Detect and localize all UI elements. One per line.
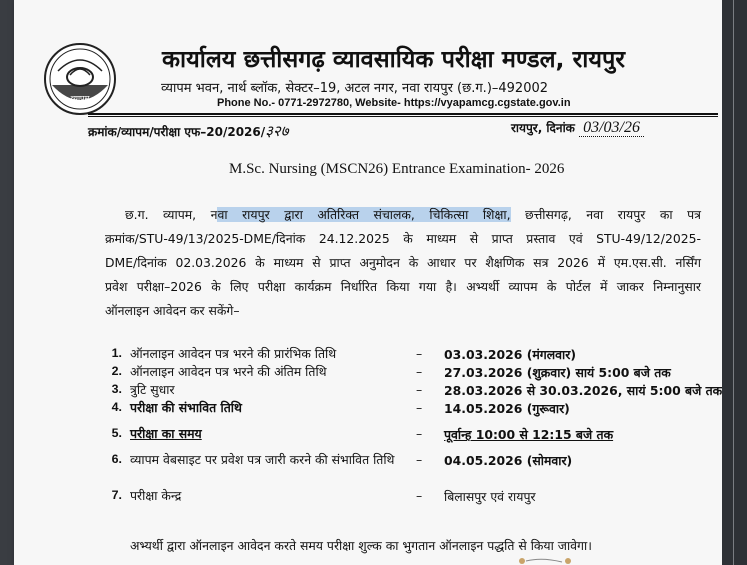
- vyapam-seal-logo-icon: [42, 41, 118, 117]
- organization-name: कार्यालय छत्तीसगढ़ व्यावसायिक परीक्षा मण्डल, रायपुर: [162, 45, 625, 73]
- handwritten-date: 03/03/26: [579, 119, 644, 137]
- reference-number: क्रमांक/व्यापम/परीक्षा एफ–20/2026/३२७: [88, 124, 289, 140]
- exam-title: M.Sc. Nursing (MSCN26) Entrance Examination- 2026: [229, 161, 565, 177]
- header-rule-thick: [88, 113, 718, 115]
- footer-note: अभ्यर्थी द्वारा ऑनलाइन आवेदन करते समय परीक्षा शुल्क का भुगतान ऑनलाइन पद्धति से किया जावेगा।: [130, 538, 592, 553]
- paragraph-line: प्रवेश परीक्षा–2026 के लिए परीक्षा कार्यक्रम निर्धारित किया गया है। अभ्यर्थी व्यापम के पोर्टल में जाकर निम्नानुसार: [105, 279, 701, 294]
- handwritten-reference-number: ३२७: [265, 124, 289, 140]
- highlighted-text: वा रायपुर द्वारा अतिरिक्त संचालक, चिकित्सा शिक्षा,: [217, 207, 511, 222]
- svg-text:व्यापम: व्यापम: [70, 94, 90, 103]
- paragraph-line: DME/दिनांक 02.03.2026 के माध्यम से प्राप्त अनुमोदन के आधार पर शैक्षणिक सत्र 2026 में एम.एस.सी. नर्सिंग: [105, 255, 701, 270]
- window-edge: [722, 0, 747, 565]
- header-rule-thin: [88, 116, 718, 117]
- organization-address: व्यापम भवन, नार्थ ब्लॉक, सेक्टर–19, अटल नगर, नवा रायपुर (छ.ग.)–492002: [161, 81, 549, 96]
- paragraph-line: छ.ग. व्यापम, नवा रायपुर द्वारा अतिरिक्त संचालक, चिकित्सा शिक्षा, छत्तीसगढ़, नवा रायपुर का पत्र: [125, 207, 701, 222]
- intro-paragraph: [105, 203, 701, 323]
- document-page: व्यापम कार्यालय छत्तीसगढ़ व्यावसायिक परीक्षा मण्डल, रायपुर व्यापम भवन, नार्थ ब्लॉक, सेक्टर–19, अटल नगर, नवा रायपुर (छ.ग.)–492002 Phone No.- 0771-2972780, Website- https://vyapamcg.cgstate.gov.in क्रमांक/व्यापम/परीक्षा एफ–20/2026/३२७ रायपुर, दिनांक 03/03/26 M.Sc. Nursing (MSCN26) Entrance Examination- 2026 छ.ग. व्यापम, नवा रायपुर द्वारा अतिरिक्त संचालक, चिकित्सा शिक्षा, छत्तीसगढ़, नवा रायपुर का पत्र क्रमांक/STU-49/13/2025-DME/दिनांक 24.12.2025 के माध्यम से प्राप्त प्रस्ताव एवं STU-49/12/2025- DME/दिनांक 02.03.2026 के माध्यम से प्राप्त अनुमोदन के आधार पर शैक्षणिक सत्र 2026 में एम.एस.सी. नर्सिंग प्रवेश परीक्षा–2026 के लिए परीक्षा कार्यक्रम निर्धारित किया गया है। अभ्यर्थी व्यापम के पोर्टल में जाकर निम्नानुसार ऑनलाइन आवेदन कर सकेंगे– 1. ऑनलाइन आवेदन पत्र भरने की प्रारंभिक तिथि – 03.03.2026 (मंगलवार) 2. ऑनलाइन आवेदन पत्र भरने की अंतिम तिथि – 27.03.2026 (शुक्रवार) सायं 5:00 बजे तक 3. त्रुटि सुधार – 28.03.2026 से 30.03.2026, सायं 5:00 बजे तक 4. परीक्षा की संभावित तिथि – 14.05.2026 (गुरूवार) 5. परीक्षा का समय – पूर्वान्ह 10:00 से 12:15 बजे तक 6. व्यापम वेबसाइट पर प्रवेश पत्र जारी करने की संभावित तिथि – 04.05.2026 (सोमवार) 7. परीक्षा केन्द्र – बिलासपुर एवं रायपुर अभ्यर्थी द्वारा ऑनलाइन आवेदन करते समय परीक्षा शुल्क का भुगतान ऑनलाइन पद्धति से किया जावेगा।: [14, 0, 722, 565]
- ink-mark-icon: [512, 555, 592, 565]
- place-date: रायपुर, दिनांक 03/03/26: [511, 119, 644, 137]
- window-divider: [733, 0, 734, 565]
- contact-line: Phone No.- 0771-2972780, Website- https://vyapamcg.cgstate.gov.in: [217, 97, 571, 109]
- paragraph-line: क्रमांक/STU-49/13/2025-DME/दिनांक 24.12.2025 के माध्यम से प्राप्त प्रस्ताव एवं STU-49/12/2025-: [105, 231, 701, 246]
- paragraph-line: ऑनलाइन आवेदन कर सकेंगे–: [105, 303, 240, 318]
